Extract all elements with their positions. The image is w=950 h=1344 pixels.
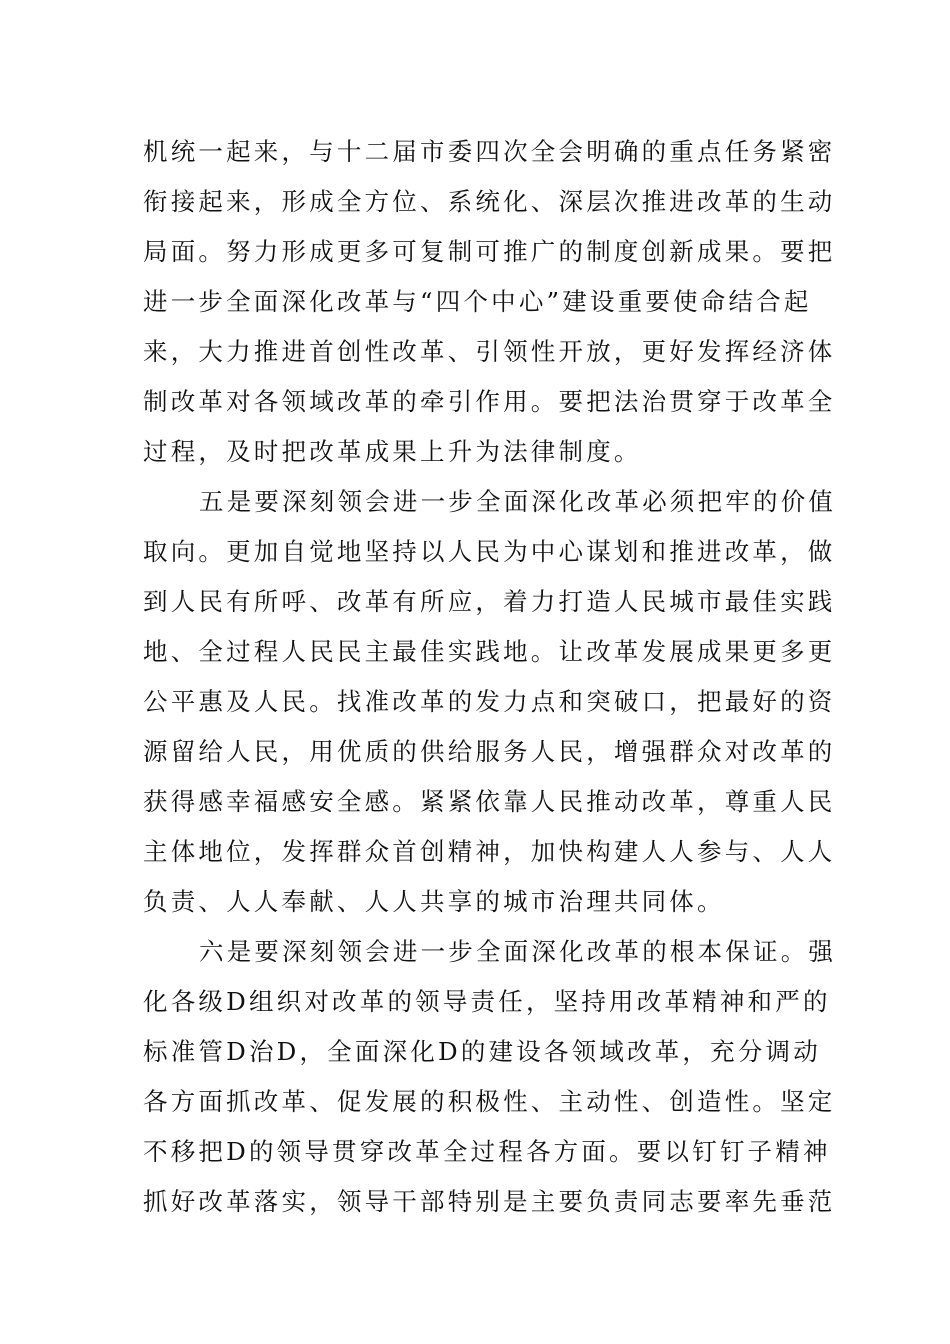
paragraph-start-line: 五是要深刻领会进一步全面深化改革必须把牢的价值 bbox=[199, 487, 837, 516]
text-line: 衔接起来，形成全方位、系统化、深层次推进改革的生动 bbox=[143, 187, 836, 216]
paragraph-start-line: 六是要深刻领会进一步全面深化改革的根本保证。强 bbox=[199, 937, 837, 966]
text-line: 局面。努力形成更多可复制可推广的制度创新成果。要把 bbox=[143, 237, 836, 266]
text-line: 不移把D的领导贯穿改革全过程各方面。要以钉钉子精神 bbox=[143, 1137, 831, 1166]
body-text bbox=[143, 127, 837, 1227]
text-line: 获得感幸福感安全感。紧紧依靠人民推动改革，尊重人民 bbox=[143, 787, 836, 816]
text-line: 主体地位，发挥群众首创精神，加快构建人人参与、人人 bbox=[143, 837, 836, 866]
text-line: 公平惠及人民。找准改革的发力点和突破口，把最好的资 bbox=[143, 687, 836, 716]
text-line: 负责、人人奉献、人人共享的城市治理共同体。 bbox=[143, 887, 725, 916]
text-line: 到人民有所呼、改革有所应，着力打造人民城市最佳实践 bbox=[143, 587, 836, 616]
text-line: 各方面抓改革、促发展的积极性、主动性、创造性。坚定 bbox=[143, 1087, 836, 1116]
text-line: 过程，及时把改革成果上升为法律制度。 bbox=[143, 437, 642, 466]
text-line: 取向。更加自觉地坚持以人民为中心谋划和推进改革，做 bbox=[143, 537, 836, 566]
text-line: 抓好改革落实，领导干部特别是主要负责同志要率先垂范 bbox=[143, 1187, 836, 1216]
text-line: 地、全过程人民民主最佳实践地。让改革发展成果更多更 bbox=[143, 637, 836, 666]
text-line: 源留给人民，用优质的供给服务人民，增强群众对改革的 bbox=[143, 737, 836, 766]
text-line: 制改革对各领域改革的牵引作用。要把法治贯穿于改革全 bbox=[143, 387, 836, 416]
text-line: 机统一起来，与十二届市委四次全会明确的重点任务紧密 bbox=[143, 137, 836, 166]
text-line: 来，大力推进首创性改革、引领性开放，更好发挥经济体 bbox=[143, 337, 836, 366]
text-line: 标准管D治D，全面深化D的建设各领域改革，充分调动 bbox=[143, 1037, 821, 1066]
text-line: 化各级D组织对改革的领导责任，坚持用改革精神和严的 bbox=[143, 987, 831, 1016]
text-line: 进一步全面深化改革与“四个中心”建设重要使命结合起 bbox=[143, 287, 812, 316]
